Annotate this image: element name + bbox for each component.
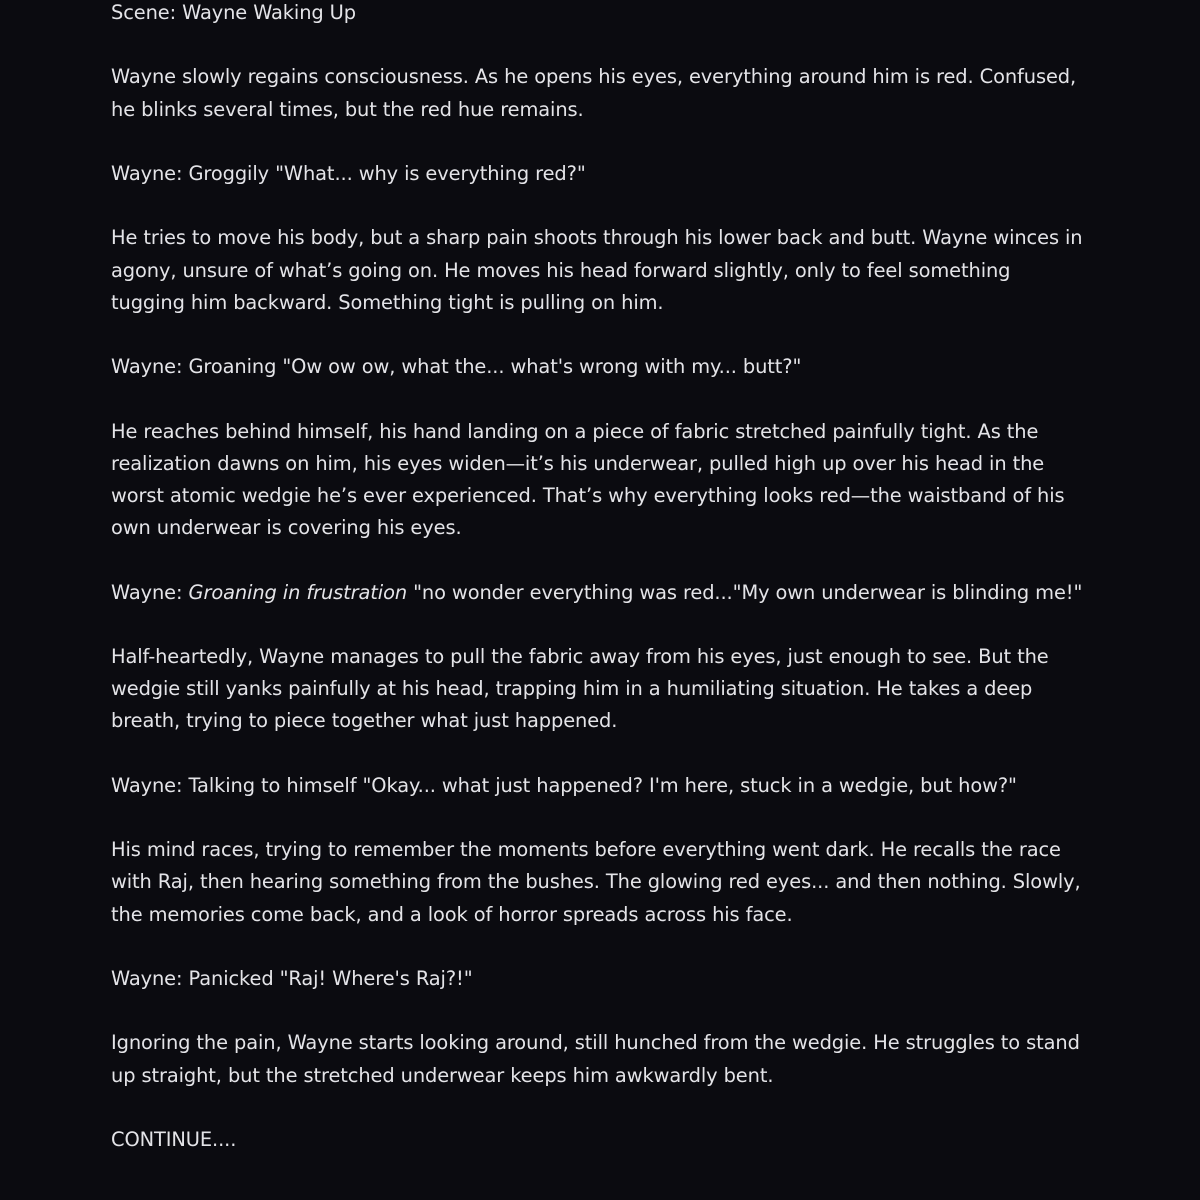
dialogue-3-line: "no wonder everything was red..."My own underwear is blinding me!"	[407, 580, 1083, 604]
continue-text: CONTINUE....	[111, 1127, 237, 1151]
paragraph-4: Half-heartedly, Wayne manages to pull the fabric away from his eyes, just enough to see. But the wedgie still yanks painfully at his head, trapping him in a humiliating situation. He takes a deep breath, trying to piece together what just happened.	[111, 644, 1049, 733]
story-text	[111, 0, 1086, 1156]
paragraph-1: Wayne slowly regains consciousness. As he opens his eyes, everything around him is red. Confused, he blinks several times, but the red hue remains.	[111, 65, 1077, 121]
paragraph-3: He reaches behind himself, his hand landing on a piece of fabric stretched painfully tight. As the realization dawns on him, his eyes widen—it’s his underwear, pulled high up over his head in the worst atomic wedgie he’s ever experienced. That’s why everything looks red—the waistband of his own underwear is covering his eyes.	[111, 419, 1065, 540]
dialogue-2: Wayne: Groaning "Ow ow ow, what the... what's wrong with my... butt?"	[111, 355, 802, 379]
dialogue-5: Wayne: Panicked "Raj! Where's Raj?!"	[111, 966, 473, 990]
paragraph-2: He tries to move his body, but a sharp pain shoots through his lower back and butt. Wayne winces in agony, unsure of what’s going on. He moves his head forward slightly, only to feel something tugging him backward. Something tight is pulling on him.	[111, 226, 1083, 314]
dialogue-1: Wayne: Groggily "What... why is everything red?"	[111, 161, 586, 185]
paragraph-5: His mind races, trying to remember the moments before everything went dark. He recalls the race with Raj, then hearing something from the bushes. The glowing red eyes... and then nothing. Slowly, the memories come back, and a look of horror spreads across his face.	[111, 838, 1081, 926]
paragraph-6: Ignoring the pain, Wayne starts looking around, still hunched from the wedgie. He struggles to stand up straight, but the stretched underwear keeps him awkwardly bent.	[111, 1031, 1080, 1087]
scene-title: Scene: Wayne Waking Up	[111, 1, 356, 24]
dialogue-3-direction: Groaning in frustration	[188, 580, 408, 604]
dialogue-3-speaker: Wayne:	[111, 580, 189, 604]
dialogue-4: Wayne: Talking to himself "Okay... what just happened? I'm here, stuck in a wedgie, but how?"	[111, 773, 1017, 797]
dialogue-3	[111, 577, 1086, 609]
